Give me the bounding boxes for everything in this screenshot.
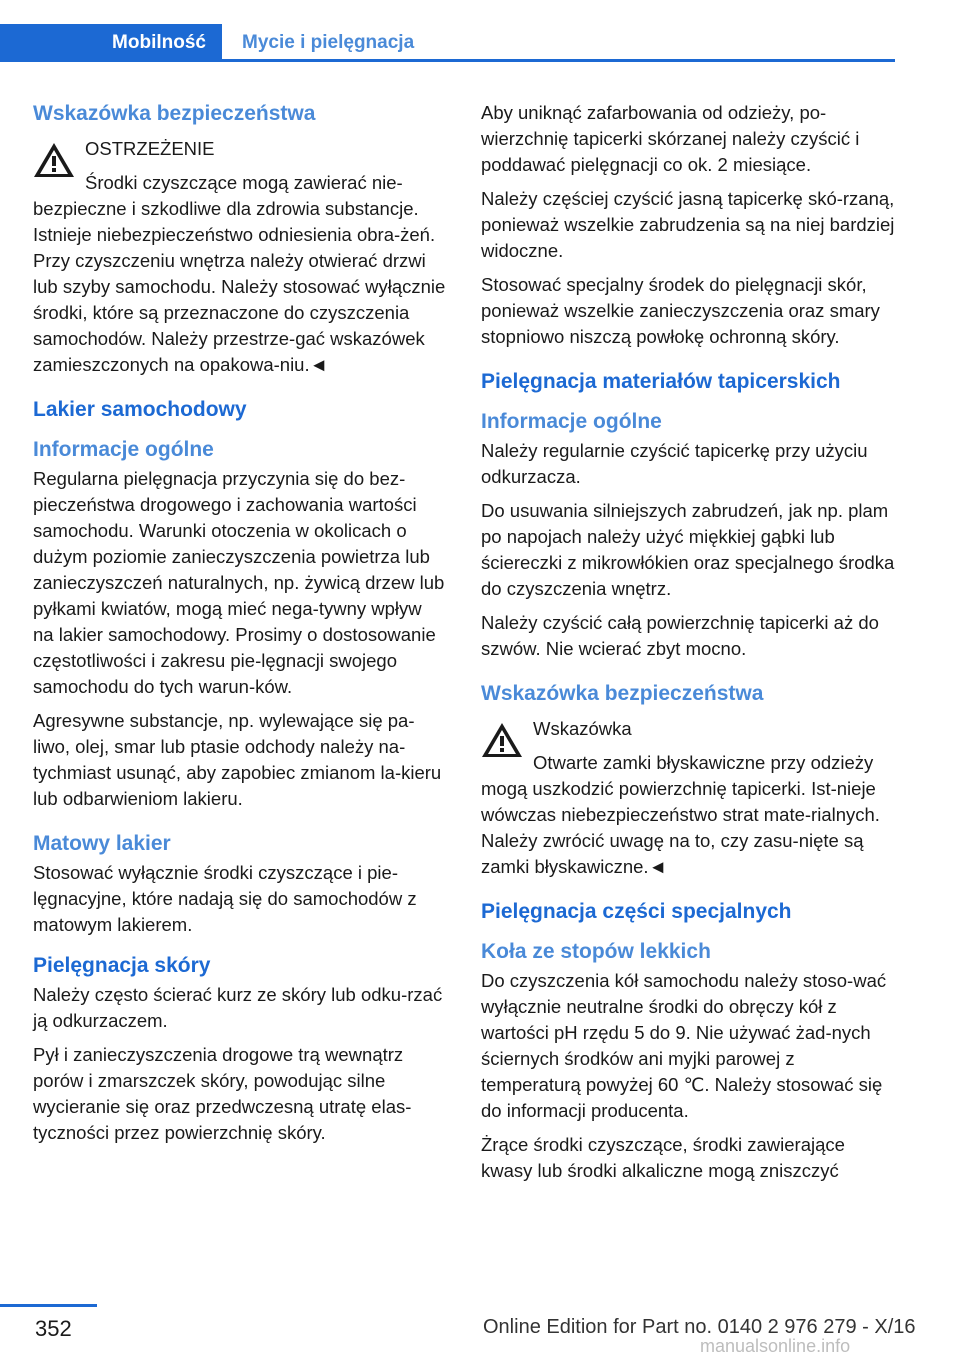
leather-paragraph-2: Pył i zanieczyszczenia drogowe trą wewnątrz porów i zmarszczek skóry, powodując silne wycieranie się oraz przedwczesną utratę elas-tyczności przez powierzchnię skóry. (33, 1044, 412, 1143)
leather-paragraph-3: Aby uniknąć zafarbowania od odzieży, po-wierzchnię tapicerki skórzanej należy czyścić i poddawać pielęgnacji co ok. 2 miesiące. (481, 102, 860, 175)
upholstery-heading: Pielęgnacja materiałów tapicerskich (481, 370, 841, 393)
paint-general-paragraph-1: Regularna pielęgnacja przyczynia się do bez-pieczeństwa drogowego i zachowania wartości samochodu. Warunki otoczenia w okolicach o dużym poziomie zanieczyszczenia powietrza lub zanieczyszczeń naturalnych, np. żywicą drzew lub pyłkami kwiatów, mogą mieć nega-tywny wpływ na lakier samochodowy. Prosimy o dostosowanie częstotliwości i zakresu pie-lęgnacji swojego samochodu do tych warun-ków. (33, 468, 445, 697)
matte-heading: Matowy lakier (33, 832, 171, 855)
leather-paragraph-4: Należy częściej czyścić jasną tapicerkę skó-rzaną, ponieważ wszelkie zabrudzenia są na niej bardziej widoczne. (481, 188, 895, 261)
paint-heading: Lakier samochodowy (33, 398, 247, 421)
right-column (481, 100, 895, 1192)
watermark: manualsonline.info (700, 1336, 851, 1356)
upholstery-paragraph-2: Do usuwania silniejszych zabrudzeń, jak np. plam po napojach należy użyć miękkiej gąbki lub ściereczki z mikrowłókien oraz specjalnego środka do czyszczenia wnętrz. (481, 500, 895, 599)
leather-paragraph-1: Należy często ścierać kurz ze skóry lub odku-rzać ją odkurzaczem. (33, 984, 443, 1031)
warning-first-line: Środki czyszczące mogą zawierać nie- (85, 172, 403, 193)
page-number: 352 (35, 1316, 72, 1341)
warning-block (33, 136, 447, 196)
alloy-wheels-heading: Koła ze stopów lekkich (481, 940, 711, 963)
upholstery-paragraph-3: Należy czyścić całą powierzchnię tapicerki aż do szwów. Nie wcierać zbyt mocno. (481, 612, 879, 659)
tab-washing-care[interactable]: Mycie i pielęgnacja (242, 32, 415, 53)
note-block (481, 716, 895, 776)
footer-rule (0, 1304, 97, 1307)
warning-text: bezpieczne i szkodliwe dla zdrowia substancje. Istnieje niebezpieczeństwo odniesienia obra-żeń. Przy czyszczeniu wnętrza należy otwierać drzwi lub szyby samochodu. Należy stosować wyłącznie środki, które są przeznaczone do czyszczenia samochodów. Należy przestrze-gać wskazówek zamieszczonych na opakowa-niu.◄ (33, 198, 446, 375)
tab-mobility[interactable]: Mobilność (0, 24, 222, 62)
header-tabs (0, 24, 895, 62)
upholstery-paragraph-1: Należy regularnie czyścić tapicerkę przy użyciu odkurzacza. (481, 440, 868, 487)
alloy-wheels-paragraph-2: Żrące środki czyszczące, środki zawierające kwasy lub środki alkaliczne mogą zniszczyć (481, 1134, 845, 1181)
warning-icon (481, 722, 523, 758)
matte-paragraph: Stosować wyłącznie środki czyszczące i pie-lęgnacyjne, które nadają się do samochodów z matowym lakierem. (33, 862, 417, 935)
note-text: mogą uszkodzić powierzchnię tapicerki. Ist-nieje wówczas niebezpieczeństwo strat mate-rialnych. Należy zwrócić uwagę na to, czy zasu-nięte są zamki błyskawiczne.◄ (481, 778, 880, 877)
note-first-line: Otwarte zamki błyskawiczne przy odzieży (533, 752, 874, 773)
upholstery-safety-heading: Wskazówka bezpieczeństwa (481, 682, 764, 705)
warning-icon (33, 142, 75, 178)
leather-heading: Pielęgnacja skóry (33, 954, 211, 977)
warning-label: OSTRZEŻENIE (85, 138, 215, 159)
note-label: Wskazówka (533, 718, 632, 739)
leather-paragraph-5: Stosować specjalny środek do pielęgnacji skór, ponieważ wszelkie zanieczyszczenia oraz smary stopniowo niszczą powłokę ochronną skóry. (481, 274, 880, 347)
safety-heading: Wskazówka bezpieczeństwa (33, 102, 316, 125)
upholstery-general-heading: Informacje ogólne (481, 410, 662, 433)
paint-general-paragraph-2: Agresywne substancje, np. wylewające się pa-liwo, olej, smar lub ptasie odchody należy na-tychmiast usunąć, aby zapobiec zmianom la-kieru lub odbarwieniom lakieru. (33, 710, 442, 809)
paint-general-heading: Informacje ogólne (33, 438, 214, 461)
left-column (33, 100, 447, 1154)
special-parts-heading: Pielęgnacja części specjalnych (481, 900, 792, 923)
header-rule (222, 59, 895, 62)
edition-note: Online Edition for Part no. 0140 2 976 279 - X/16 (483, 1316, 916, 1338)
alloy-wheels-paragraph-1: Do czyszczenia kół samochodu należy stoso-wać wyłącznie neutralne środki do obręczy kół z wartości pH rzędu 5 do 9. Nie używać żad-nych ściernych środków ani myjki parowej z temperaturą powyżej 60 ℃. Należy stosować się do informacji producenta. (481, 970, 887, 1121)
